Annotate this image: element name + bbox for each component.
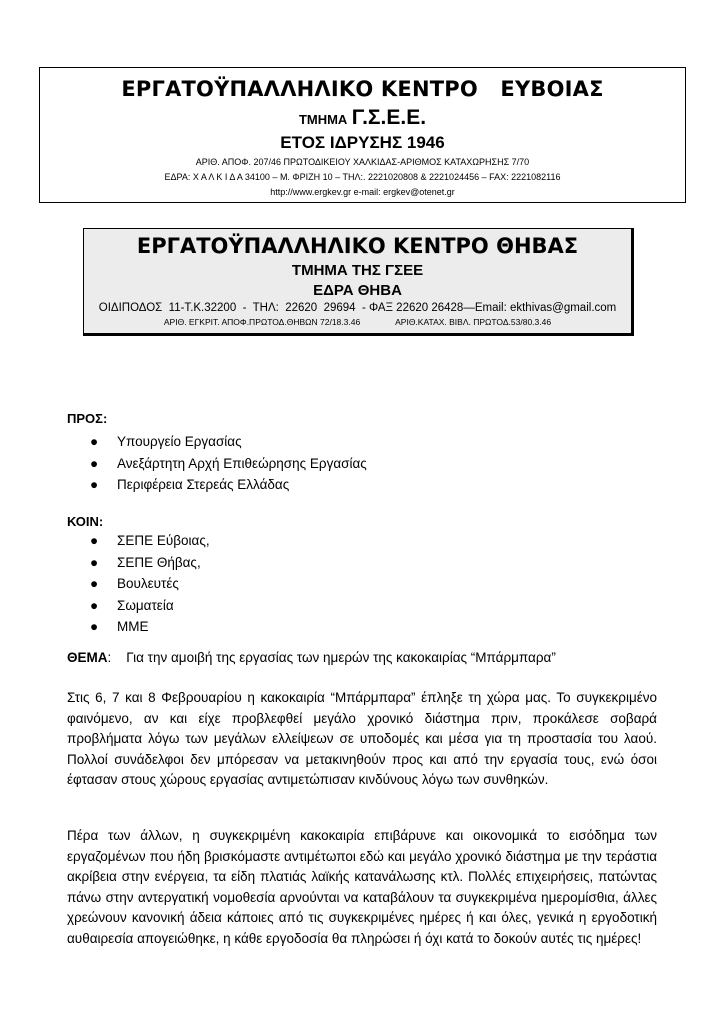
subject-line (67, 650, 556, 665)
list-item: ● Υπουργείο Εργασίας (67, 431, 367, 453)
to-list (67, 431, 367, 496)
list-item: ● ΜΜΕ (67, 616, 210, 638)
header-thiva (83, 228, 634, 336)
subject-label: ΘΕΜΑ (67, 650, 108, 665)
bullet-icon: ● (90, 619, 99, 634)
body-paragraph: Πέρα των άλλων, η συγκεκριμένη κακοκαιρία επιβάρυνε και οικονομικά το εισόδημα των εργαζομένων που ήδη βρισκόμαστε αντιμέτωποι εδώ και μεγάλο χρονικό διάστημα με την τεράστια ακρίβεια στην ενέργεια, τα είδη πλατιάς λαϊκής κατανάλωσης κτλ. Πολλές επιχειρήσεις, πατώντας πάνω στην αντεργατική νομοθεσία αρνούνται να καταβάλουν τα συγκεκριμένα ημερομίσθια, άλλες χρεώνουν κανονική άδεια κάποιες από τις συγκεκριμένες ημέρες ή και όλες, γενικά η εργοδοτική αυθαιρεσία απογειώθηκε, η κάθε εργοδοσία θα πληρώσει ή όχι κατά το δοκούν αυτές τις ημέρες! (67, 828, 657, 946)
bullet-icon: ● (90, 455, 99, 471)
evia-dept (40, 106, 685, 130)
body-paragraph: Στις 6, 7 και 8 Φεβρουαρίου η κακοκαιρία “Μπάρμπαρα” έπληξε τη χώρα μας. Το συγκεκριμένο φαινόμενο, αν και είχε προβλεφθεί μεγάλο χρονικό διάστημα πριν, προκάλεσε σοβαρά προβλήματα λόγω των μεγάλων ελλείψεων σε υποδομές και μέσα για τη προστασία του λαού. Πολλοί συνάδελφοι δεν μπόρεσαν να μετακινηθούν προς και από την εργασία τους, ενώ όσοι έφτασαν στους χώρους εργασίας αντιμετώπισαν κινδύνους λόγω των συνθηκών. (67, 690, 657, 788)
list-item: ● ΣΕΠΕ Εύβοιας, (67, 530, 210, 552)
to-label: ΠΡΟΣ: (67, 411, 108, 426)
list-item: ● Περιφέρεια Στερεάς Ελλάδας (67, 474, 367, 496)
evia-dept-prefix: ΤΜΗΜΑ (298, 112, 348, 127)
bullet-icon: ● (90, 533, 99, 548)
evia-web-email: http://www.ergkev.gr e-mail: ergkev@otenet.gr (270, 187, 455, 197)
header-evia (39, 67, 686, 203)
list-item: ● Ανεξάρτητη Αρχή Επιθεώρησης Εργασίας (67, 453, 367, 475)
list-item: ● Σωματεία (67, 595, 210, 617)
thiva-title: ΕΡΓΑΤΟΫΠΑΛΛΗΛΙΚΟ ΚΕΝΤΡΟ ΘΗΒΑΣ (136, 234, 579, 258)
thiva-approval: ΑΡΙΘ. ΕΓΚΡΙΤ. ΑΠΟΦ.ΠΡΩΤΟΔ.ΘΗΒΩΝ 72/18.3.46 ΑΡΙΘ.ΚΑΤΑΧ. ΒΙΒΛ. ΠΡΩΤΟΔ.53/80.3.46 (163, 317, 552, 327)
bullet-icon: ● (90, 597, 99, 613)
evia-title: ΕΡΓΑΤΟΫΠΑΛΛΗΛΙΚΟ ΚΕΝΤΡΟ ΕΥΒΟΙΑΣ (121, 77, 604, 101)
cc-label: ΚΟΙΝ: (67, 514, 104, 529)
evia-dept-name: Γ.Σ.Ε.Ε. (351, 106, 427, 129)
bullet-icon: ● (90, 554, 99, 570)
list-item: ● ΣΕΠΕ Θήβας, (67, 552, 210, 574)
subject-text: : Για την αμοιβή της εργασίας των ημερών της κακοκαιρίας “Μπάρμπαρα” (107, 650, 556, 665)
evia-address: ΕΔΡΑ: Χ Α Λ Κ Ι Δ Α 34100 – Μ. ΦΡΙΖΗ 10 – ΤΗΛ:. 2221020808 & 2221024456 – FAX: 2221082116 (164, 172, 561, 182)
list-item: ● Βουλευτές (67, 573, 210, 595)
cc-list (67, 530, 210, 638)
bullet-icon: ● (90, 434, 99, 449)
bullet-icon: ● (90, 576, 99, 591)
thiva-dept: ΤΜΗΜΑ ΤΗΣ ΓΣΕΕ (291, 262, 424, 279)
thiva-seat: ΕΔΡΑ ΘΗΒΑ (313, 282, 402, 299)
evia-founded: ΕΤΟΣ ΙΔΡΥΣΗΣ 1946 (280, 133, 445, 152)
bullet-icon: ● (90, 477, 99, 492)
evia-registration: ΑΡΙΘ. ΑΠΟΦ. 207/46 ΠΡΩΤΟΔΙΚΕΙΟΥ ΧΑΛΚΙΔΑΣ-ΑΡΙΘΜΟΣ ΚΑΤΑΧΩΡΗΣΗΣ 7/70 (195, 157, 530, 167)
thiva-contact: ΟΙΔΙΠΟΔΟΣ 11-Τ.Κ.32200 - ΤΗΛ: 22620 29694 - ΦΑΞ 22620 26428—Email: ekthivas@gmail.com (98, 302, 617, 314)
